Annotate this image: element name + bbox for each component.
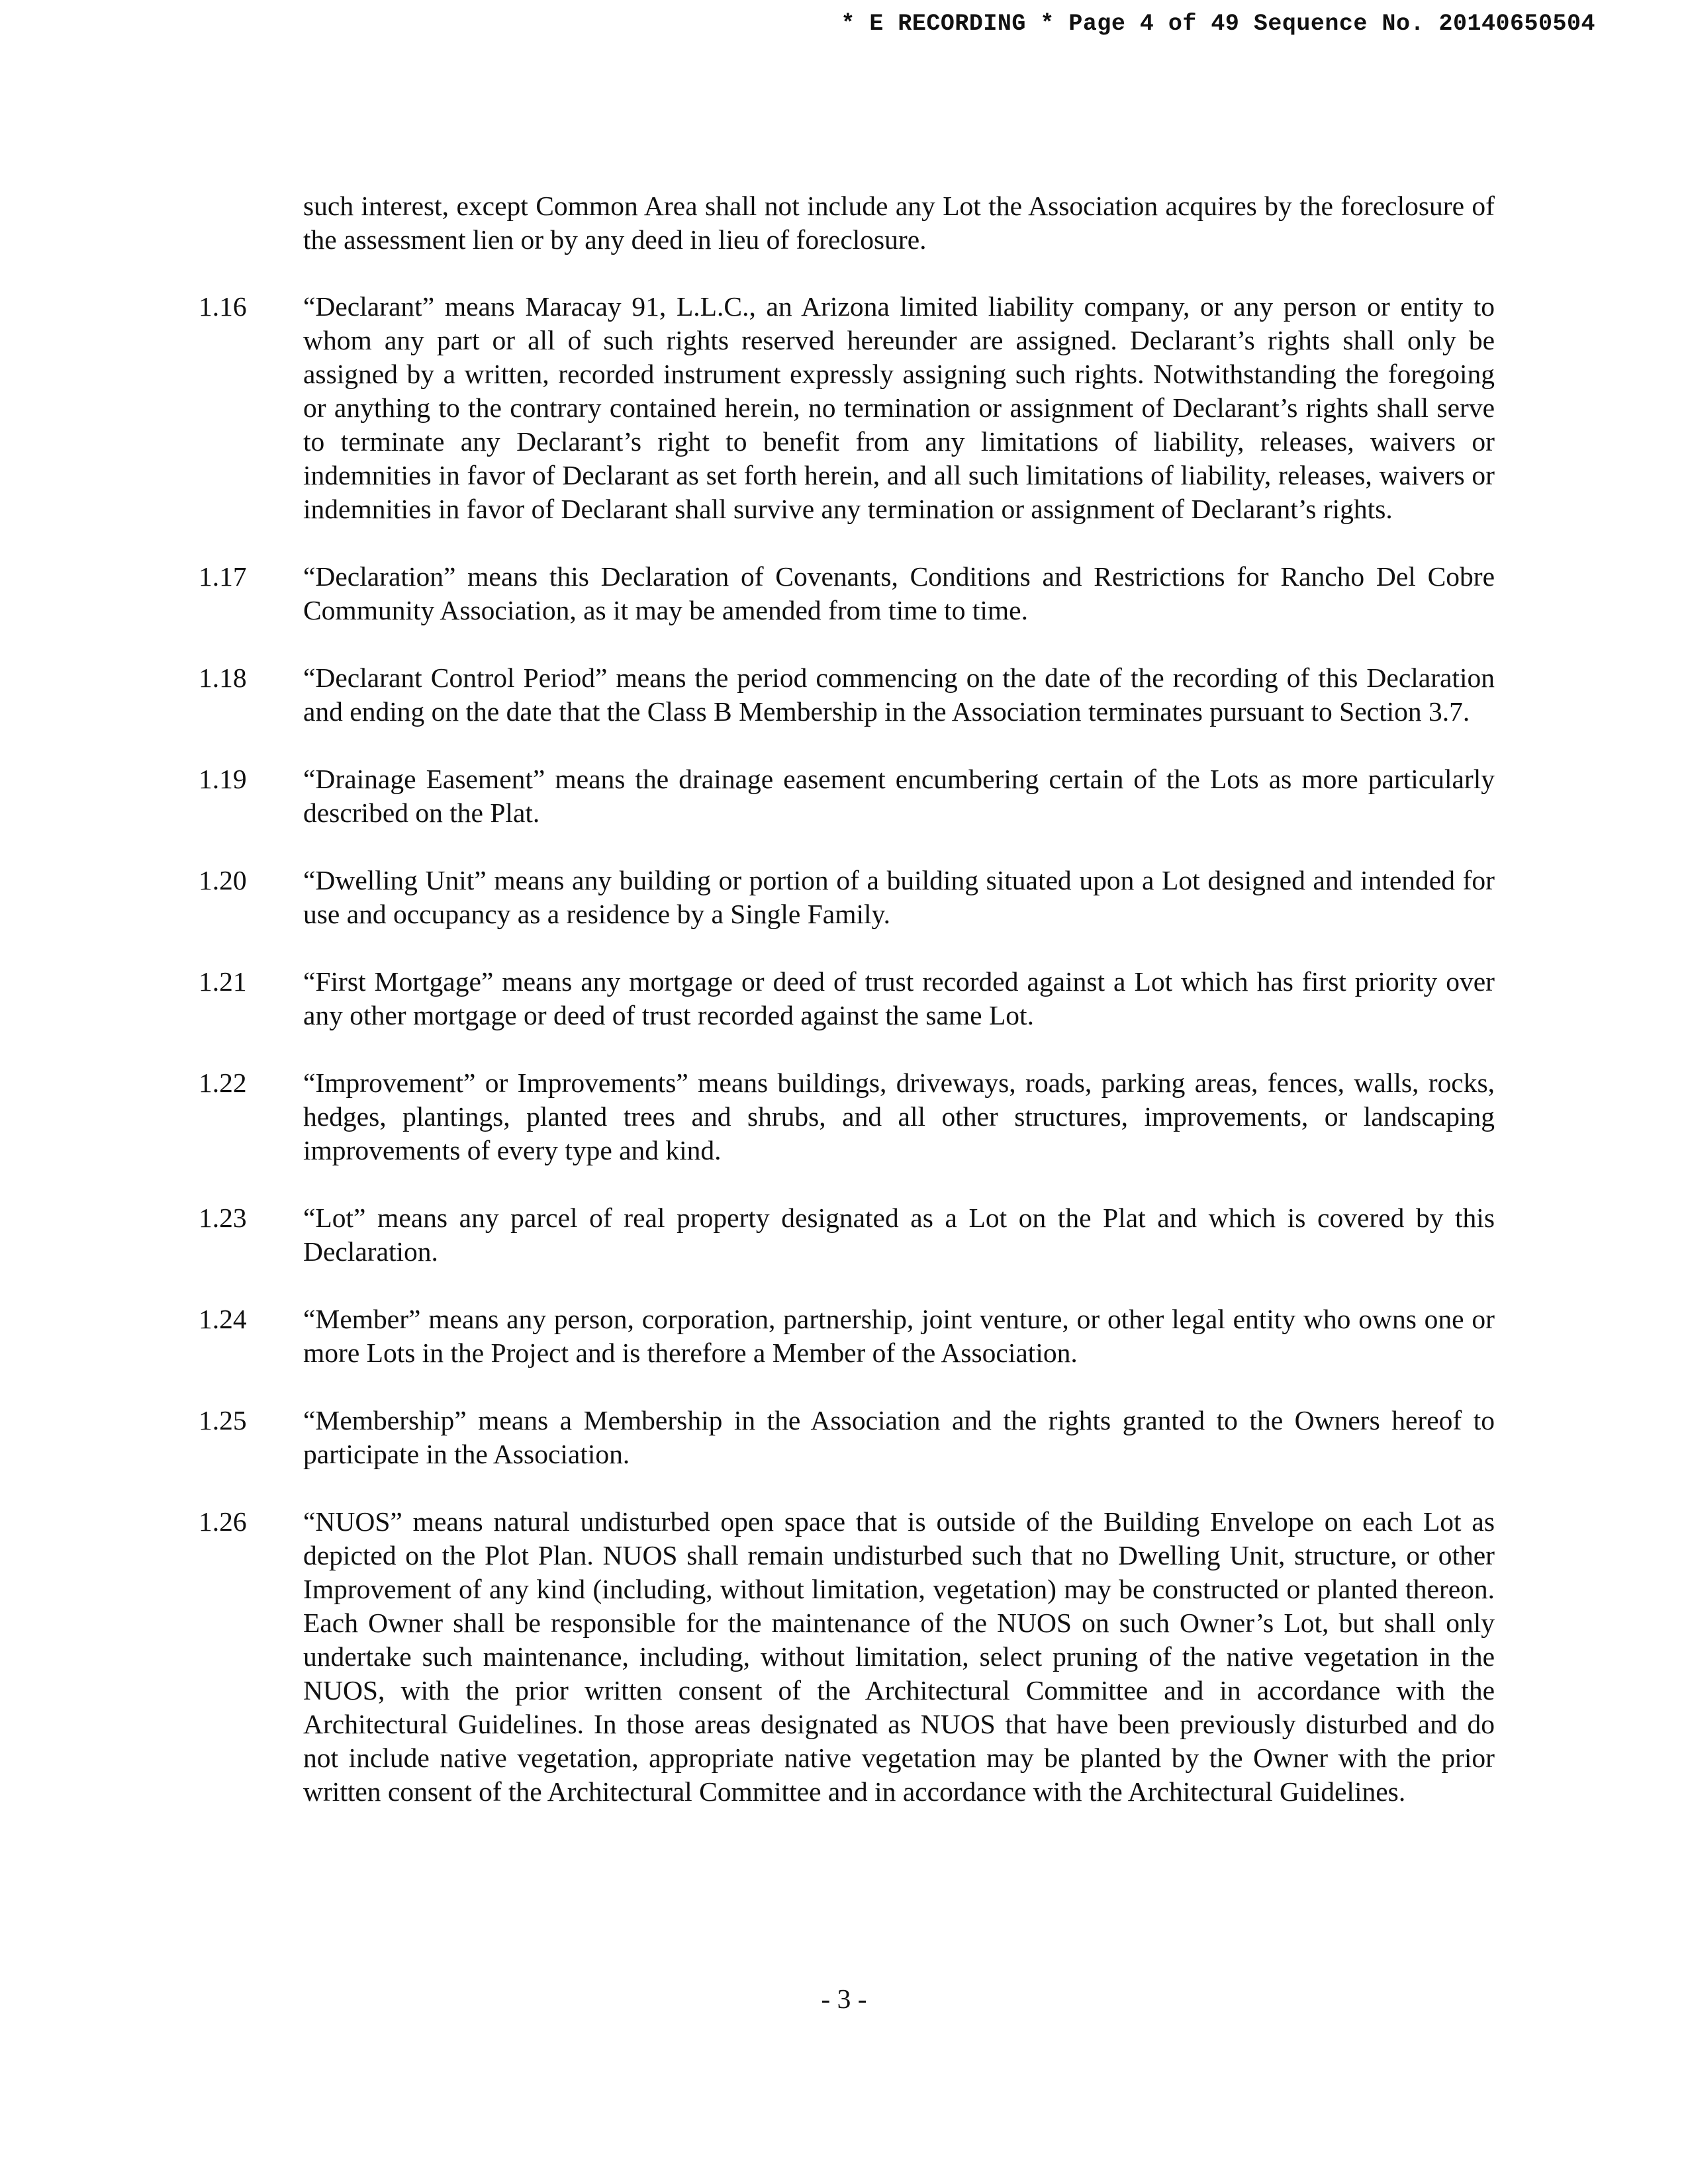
- section-1-25: [199, 1404, 1495, 1471]
- section-text: “Membership” means a Membership in the Association and the rights granted to the Owners hereof to participate in the Association.: [303, 1405, 1495, 1469]
- section-1-23: [199, 1201, 1495, 1269]
- section-text: “Member” means any person, corporation, partnership, joint venture, or other legal entity who owns one or more Lots in the Project and is therefore a Member of the Association.: [303, 1304, 1495, 1368]
- section-1-17: [199, 560, 1495, 627]
- continuation-paragraph: such interest, except Common Area shall not include any Lot the Association acquires by the foreclosure of the assessment lien or by any deed in lieu of foreclosure.: [303, 191, 1495, 255]
- section-1-21: [199, 965, 1495, 1032]
- section-1-20: [199, 864, 1495, 931]
- section-text: “NUOS” means natural undisturbed open space that is outside of the Building Envelope on each Lot as depicted on the Plot Plan. NUOS shall remain undisturbed such that no Dwelling Unit, structure, or other Improvement of any kind (including, without limitation, vegetation) may be constructed or planted thereon. Each Owner shall be responsible for the maintenance of the NUOS on such Owner’s Lot, but shall only undertake such maintenance, including, without limitation, select pruning of the native vegetation in the NUOS, with the prior written consent of the Architectural Committee and in accordance with the Architectural Guidelines. In those areas designated as NUOS that have been previously disturbed and do not include native vegetation, appropriate native vegetation may be planted by the Owner with the prior written consent of the Architectural Committee and in accordance with the Architectural Guidelines.: [303, 1506, 1495, 1807]
- section-text: “First Mortgage” means any mortgage or deed of trust recorded against a Lot which has first priority over any other mortgage or deed of trust recorded against the same Lot.: [303, 966, 1495, 1030]
- definitions-list: [199, 290, 1495, 1843]
- recording-header: * E RECORDING * Page 4 of 49 Sequence No. 20140650504: [841, 11, 1595, 37]
- section-number: 1.22: [199, 1068, 247, 1098]
- section-text: “Declarant” means Maracay 91, L.L.C., an Arizona limited liability company, or any person or entity to whom any part or all of such rights reserved hereunder are assigned. Declarant’s rights shall only be assigned by a written, recorded instrument expressly assigning such rights. Notwithstanding the foregoing or anything to the contrary contained herein, no termination or assignment of Declarant’s rights shall serve to terminate any Declarant’s right to benefit from any limitations of liability, releases, waivers or indemnities in favor of Declarant as set forth herein, and all such limitations of liability, releases, waivers or indemnities in favor of Declarant shall survive any termination or assignment of Declarant’s rights.: [303, 291, 1495, 524]
- section-number: 1.16: [199, 291, 247, 322]
- section-number: 1.19: [199, 764, 247, 794]
- section-number: 1.24: [199, 1304, 247, 1334]
- section-number: 1.20: [199, 865, 247, 895]
- section-number: 1.23: [199, 1203, 247, 1233]
- section-text: “Lot” means any parcel of real property designated as a Lot on the Plat and which is covered by this Declaration.: [303, 1203, 1495, 1267]
- section-1-22: [199, 1066, 1495, 1167]
- section-text: “Declarant Control Period” means the period commencing on the date of the recording of this Declaration and ending on the date that the Class B Membership in the Association terminates pursuant to Section 3.7.: [303, 662, 1495, 727]
- section-number: 1.25: [199, 1405, 247, 1435]
- section-1-16: [199, 290, 1495, 526]
- section-text: “Dwelling Unit” means any building or portion of a building situated upon a Lot designed and intended for use and occupancy as a residence by a Single Family.: [303, 865, 1495, 929]
- page-number: - 3 -: [821, 1983, 867, 2014]
- section-text: “Improvement” or Improvements” means buildings, driveways, roads, parking areas, fences, walls, rocks, hedges, plantings, planted trees and shrubs, and all other structures, improvements, or landscaping improvements of every type and kind.: [303, 1068, 1495, 1165]
- section-1-26: [199, 1505, 1495, 1809]
- section-number: 1.26: [199, 1506, 247, 1537]
- section-text: “Drainage Easement” means the drainage easement encumbering certain of the Lots as more particularly described on the Plat.: [303, 764, 1495, 828]
- section-text: “Declaration” means this Declaration of Covenants, Conditions and Restrictions for Rancho Del Cobre Community Association, as it may be amended from time to time.: [303, 561, 1495, 625]
- section-number: 1.18: [199, 662, 247, 693]
- section-1-24: [199, 1302, 1495, 1370]
- section-1-18: [199, 661, 1495, 729]
- section-1-19: [199, 762, 1495, 830]
- section-number: 1.17: [199, 561, 247, 592]
- section-number: 1.21: [199, 966, 247, 997]
